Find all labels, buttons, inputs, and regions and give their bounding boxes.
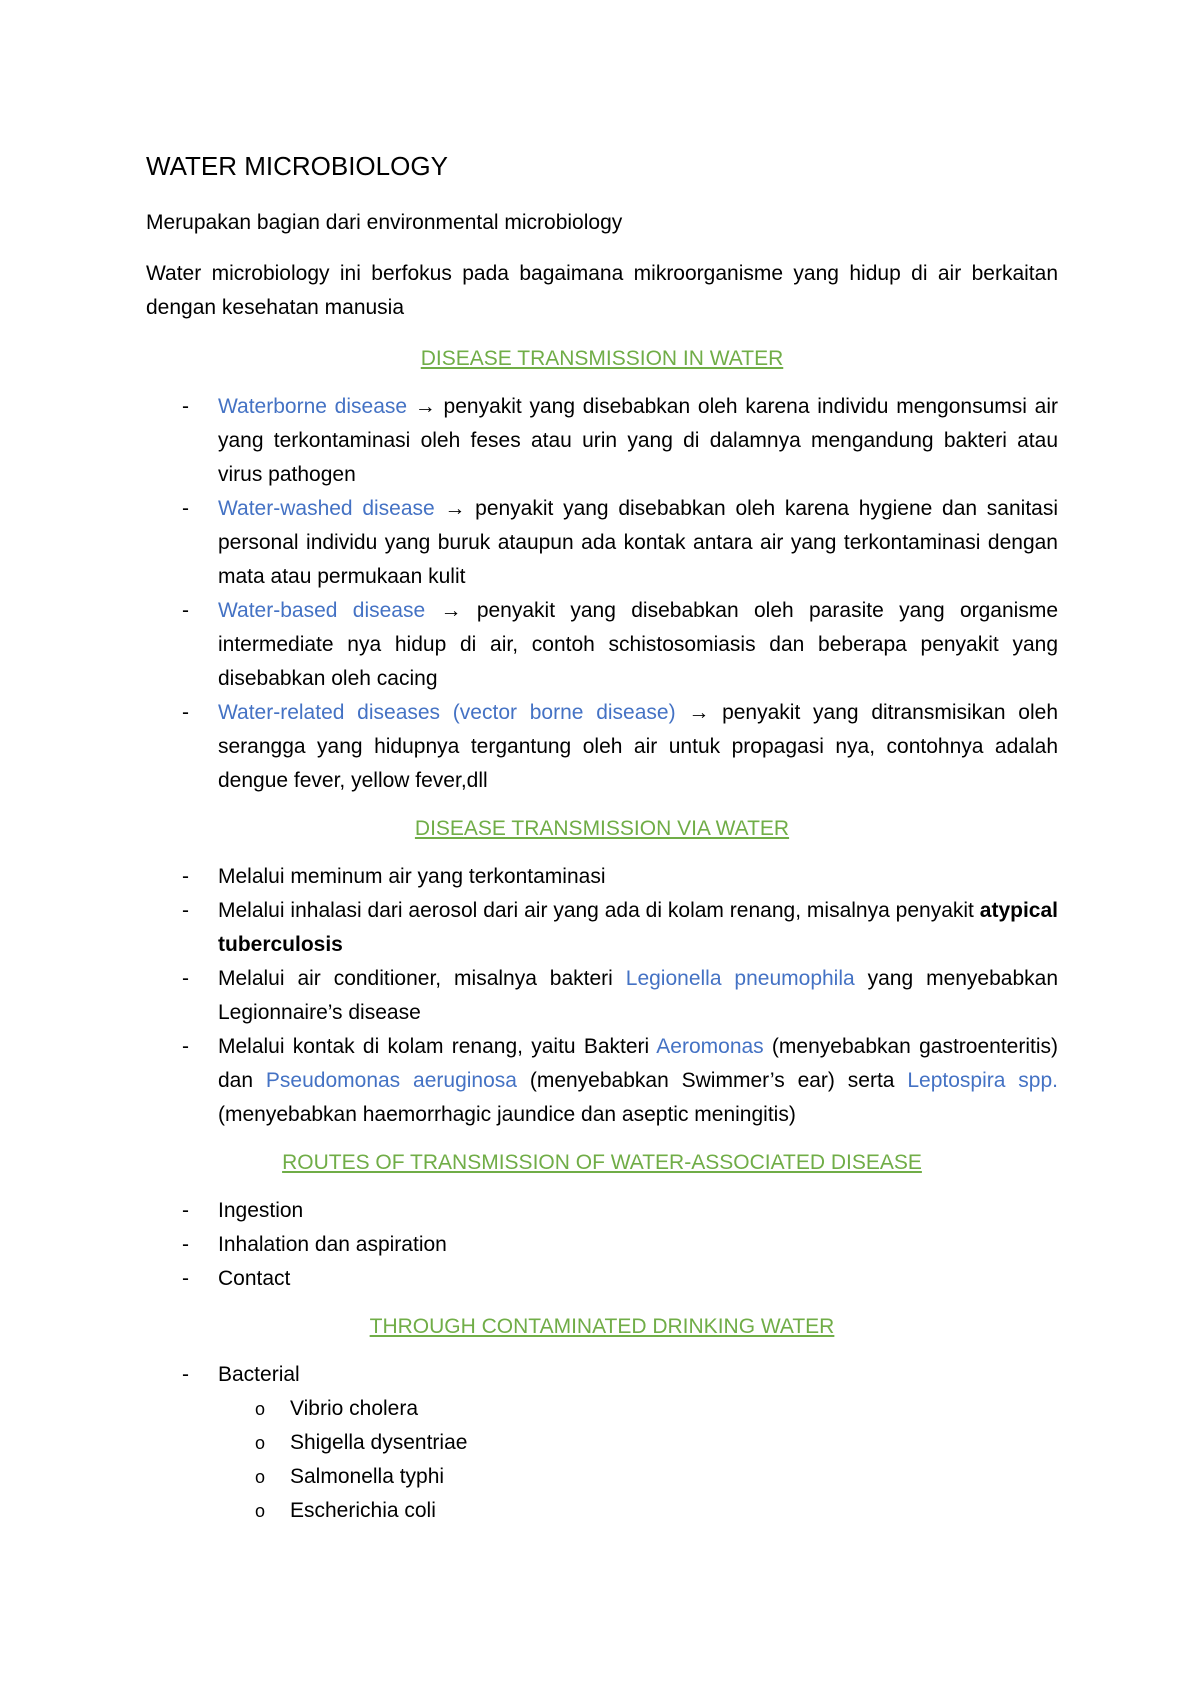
- term-water-based: Water-based disease: [218, 599, 426, 622]
- term-water-washed: Water-washed disease: [218, 497, 435, 520]
- circle-bullet-icon: o: [255, 1501, 266, 1521]
- list-item: [146, 390, 1058, 492]
- definition: penyakit yang disebabkan oleh karena individu mengonsumsi air yang terkontaminasi oleh feses atau urin yang di dalamnya mengandung bakteri atau virus pathogen: [218, 395, 1059, 486]
- sublist-item-text: Vibrio cholera: [290, 1397, 419, 1420]
- term-pseudomonas: Pseudomonas aeruginosa: [265, 1069, 517, 1092]
- list-item-text: Melalui meminum air yang terkontaminasi: [218, 865, 606, 888]
- section-heading-transmission-in-water: DISEASE TRANSMISSION IN WATER: [420, 347, 784, 370]
- list-item-text: Ingestion: [218, 1199, 304, 1222]
- definition: penyakit yang disebabkan oleh parasite yang organisme intermediate nya hidup di air, contoh schistosomiasis dan beberapa penyakit yang disebabkan oleh cacing: [218, 599, 1058, 690]
- definition: penyakit yang disebabkan oleh karena hygiene dan sanitasi personal individu yang buruk ataupun ada kontak antara air yang terkontaminasi dengan mata atau permukaan kulit: [218, 497, 1059, 588]
- section-heading-drinking-water: THROUGH CONTAMINATED DRINKING WATER: [369, 1315, 835, 1338]
- sublist-item-text: Shigella dysentriae: [290, 1431, 468, 1454]
- sublist-item: [218, 1494, 1058, 1528]
- routes-list: [146, 1194, 1058, 1296]
- list-item-text: Bacterial: [218, 1363, 300, 1386]
- arrow-icon: →: [434, 497, 476, 520]
- term-water-related: Water-related diseases (vector borne disease): [218, 701, 676, 724]
- page-title: WATER MICROBIOLOGY: [146, 151, 448, 181]
- bold-term: atypical tuberculosis: [218, 899, 1058, 956]
- document-body: [146, 150, 1058, 1528]
- arrow-icon: →: [675, 701, 723, 724]
- circle-bullet-icon: o: [255, 1467, 266, 1487]
- arrow-icon: →: [407, 395, 444, 418]
- intro-paragraph-2: Water microbiology ini berfokus pada bagaimana mikroorganisme yang hidup di air berkaitan dengan kesehatan manusia: [146, 262, 1058, 319]
- list-item-text: Melalui air conditioner, misalnya bakteri: [218, 967, 626, 990]
- sublist-item: [218, 1426, 1058, 1460]
- list-item-text: Melalui inhalasi dari aerosol dari air yang ada di kolam renang, misalnya penyakit: [218, 899, 980, 922]
- list-item: [146, 1262, 1058, 1296]
- list-item-text: yang menyebabkan Legionnaire’s disease: [218, 967, 1059, 1024]
- list-item: [146, 1228, 1058, 1262]
- list-item-text: Inhalation dan aspiration: [218, 1233, 447, 1256]
- transmission-via-water-list: [146, 860, 1058, 1132]
- list-item: [146, 492, 1058, 594]
- list-item: [146, 594, 1058, 696]
- list-item-text: (menyebabkan Swimmer’s ear) serta: [516, 1069, 908, 1092]
- term-legionella: Legionella pneumophila: [625, 967, 855, 990]
- term-waterborne: Waterborne disease: [218, 395, 408, 418]
- circle-bullet-icon: o: [255, 1399, 266, 1419]
- disease-transmission-list: [146, 390, 1058, 798]
- drinking-water-list: [146, 1358, 1058, 1528]
- list-item: [146, 1358, 1058, 1528]
- sublist-item-text: Salmonella typhi: [290, 1465, 445, 1488]
- list-item: [146, 894, 1058, 962]
- list-item: [146, 860, 1058, 894]
- list-item: [146, 696, 1058, 798]
- bacteria-sublist: [218, 1392, 1058, 1528]
- list-item-text: (menyebabkan haemorrhagic jaundice dan aseptic meningitis): [218, 1103, 796, 1126]
- list-item-text: Melalui kontak di kolam renang, yaitu Bakteri: [218, 1035, 657, 1058]
- sublist-item-text: Escherichia coli: [290, 1499, 436, 1522]
- list-item: [146, 1194, 1058, 1228]
- section-heading-routes: ROUTES OF TRANSMISSION OF WATER-ASSOCIATED DISEASE: [282, 1151, 922, 1174]
- list-item: [146, 1030, 1058, 1132]
- list-item-text: (menyebabkan gastroenteritis) dan: [218, 1035, 1058, 1092]
- intro-paragraph-1: Merupakan bagian dari environmental microbiology: [146, 211, 623, 234]
- definition: penyakit yang ditransmisikan oleh serangga yang hidupnya tergantung oleh air untuk propagasi nya, contohnya adalah dengue fever, yellow fever,dll: [218, 701, 1058, 792]
- list-item: [146, 962, 1058, 1030]
- arrow-icon: →: [425, 599, 477, 622]
- list-item-text: Contact: [218, 1267, 291, 1290]
- section-heading-transmission-via-water: DISEASE TRANSMISSION VIA WATER: [414, 817, 790, 840]
- circle-bullet-icon: o: [255, 1433, 266, 1453]
- sublist-item: [218, 1392, 1058, 1426]
- term-leptospira: Leptospira spp.: [907, 1069, 1058, 1092]
- sublist-item: [218, 1460, 1058, 1494]
- term-aeromonas: Aeromonas: [656, 1035, 764, 1058]
